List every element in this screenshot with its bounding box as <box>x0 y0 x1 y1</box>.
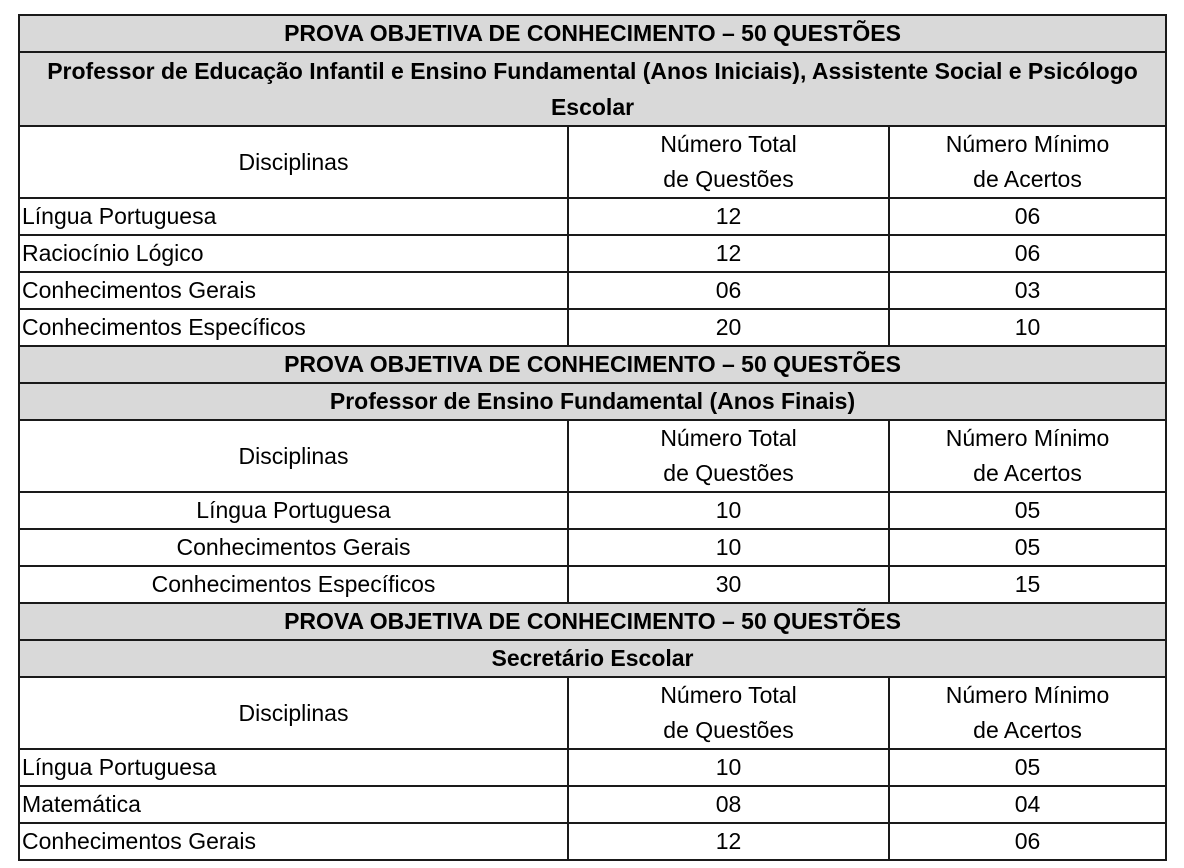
header-min-line2: de Acertos <box>973 166 1082 192</box>
table-row <box>19 198 1166 235</box>
section-title-row <box>19 603 1166 640</box>
header-min-line2: de Acertos <box>973 460 1082 486</box>
total-cell: 08 <box>568 786 889 823</box>
total-cell: 30 <box>568 566 889 603</box>
min-cell: 06 <box>889 823 1166 860</box>
discipline-cell: Língua Portuguesa <box>19 749 568 786</box>
total-cell: 12 <box>568 823 889 860</box>
header-total-line1: Número Total <box>660 682 797 708</box>
header-total-line2: de Questões <box>663 166 794 192</box>
section-subtitle: Professor de Ensino Fundamental (Anos Finais) <box>19 383 1166 420</box>
table-row <box>19 235 1166 272</box>
min-cell: 05 <box>889 492 1166 529</box>
total-cell: 20 <box>568 309 889 346</box>
exam-structure-table <box>18 14 1167 861</box>
table-row <box>19 566 1166 603</box>
header-minimo-acertos <box>889 126 1166 198</box>
header-min-line2: de Acertos <box>973 717 1082 743</box>
discipline-cell: Conhecimentos Gerais <box>19 272 568 309</box>
column-header-row <box>19 677 1166 749</box>
min-cell: 10 <box>889 309 1166 346</box>
header-total-questoes <box>568 420 889 492</box>
header-minimo-acertos <box>889 420 1166 492</box>
section-title: PROVA OBJETIVA DE CONHECIMENTO – 50 QUESTÕES <box>19 15 1166 52</box>
min-cell: 03 <box>889 272 1166 309</box>
min-cell: 05 <box>889 749 1166 786</box>
section-title-row <box>19 15 1166 52</box>
header-disciplinas: Disciplinas <box>19 420 568 492</box>
min-cell: 05 <box>889 529 1166 566</box>
min-cell: 04 <box>889 786 1166 823</box>
section-subtitle: Professor de Educação Infantil e Ensino Fundamental (Anos Iniciais), Assistente Social e Psicólogo Escolar <box>19 52 1166 126</box>
table-row <box>19 823 1166 860</box>
total-cell: 10 <box>568 529 889 566</box>
header-total-line2: de Questões <box>663 717 794 743</box>
table-row <box>19 749 1166 786</box>
min-cell: 06 <box>889 198 1166 235</box>
section-subtitle-row <box>19 52 1166 126</box>
discipline-cell: Conhecimentos Gerais <box>19 823 568 860</box>
discipline-cell: Conhecimentos Específicos <box>19 566 568 603</box>
section-title: PROVA OBJETIVA DE CONHECIMENTO – 50 QUESTÕES <box>19 603 1166 640</box>
discipline-cell: Conhecimentos Específicos <box>19 309 568 346</box>
section-title-row <box>19 346 1166 383</box>
header-min-line1: Número Mínimo <box>945 425 1110 451</box>
header-disciplinas: Disciplinas <box>19 126 568 198</box>
column-header-row <box>19 126 1166 198</box>
min-cell: 15 <box>889 566 1166 603</box>
column-header-row <box>19 420 1166 492</box>
discipline-cell: Matemática <box>19 786 568 823</box>
header-min-line1: Número Mínimo <box>945 682 1110 708</box>
header-total-questoes <box>568 126 889 198</box>
header-total-line1: Número Total <box>660 425 797 451</box>
table-row <box>19 786 1166 823</box>
discipline-cell: Raciocínio Lógico <box>19 235 568 272</box>
total-cell: 10 <box>568 492 889 529</box>
section-subtitle-row <box>19 383 1166 420</box>
discipline-cell: Língua Portuguesa <box>19 198 568 235</box>
section-subtitle-row <box>19 640 1166 677</box>
section-subtitle: Secretário Escolar <box>19 640 1166 677</box>
table-row <box>19 309 1166 346</box>
table-row <box>19 492 1166 529</box>
discipline-cell: Conhecimentos Gerais <box>19 529 568 566</box>
total-cell: 06 <box>568 272 889 309</box>
total-cell: 12 <box>568 235 889 272</box>
min-cell: 06 <box>889 235 1166 272</box>
section-title: PROVA OBJETIVA DE CONHECIMENTO – 50 QUESTÕES <box>19 346 1166 383</box>
header-disciplinas: Disciplinas <box>19 677 568 749</box>
total-cell: 10 <box>568 749 889 786</box>
header-minimo-acertos <box>889 677 1166 749</box>
table-row <box>19 529 1166 566</box>
discipline-cell: Língua Portuguesa <box>19 492 568 529</box>
table-row <box>19 272 1166 309</box>
total-cell: 12 <box>568 198 889 235</box>
header-total-line1: Número Total <box>660 131 797 157</box>
header-min-line1: Número Mínimo <box>945 131 1110 157</box>
header-total-questoes <box>568 677 889 749</box>
header-total-line2: de Questões <box>663 460 794 486</box>
